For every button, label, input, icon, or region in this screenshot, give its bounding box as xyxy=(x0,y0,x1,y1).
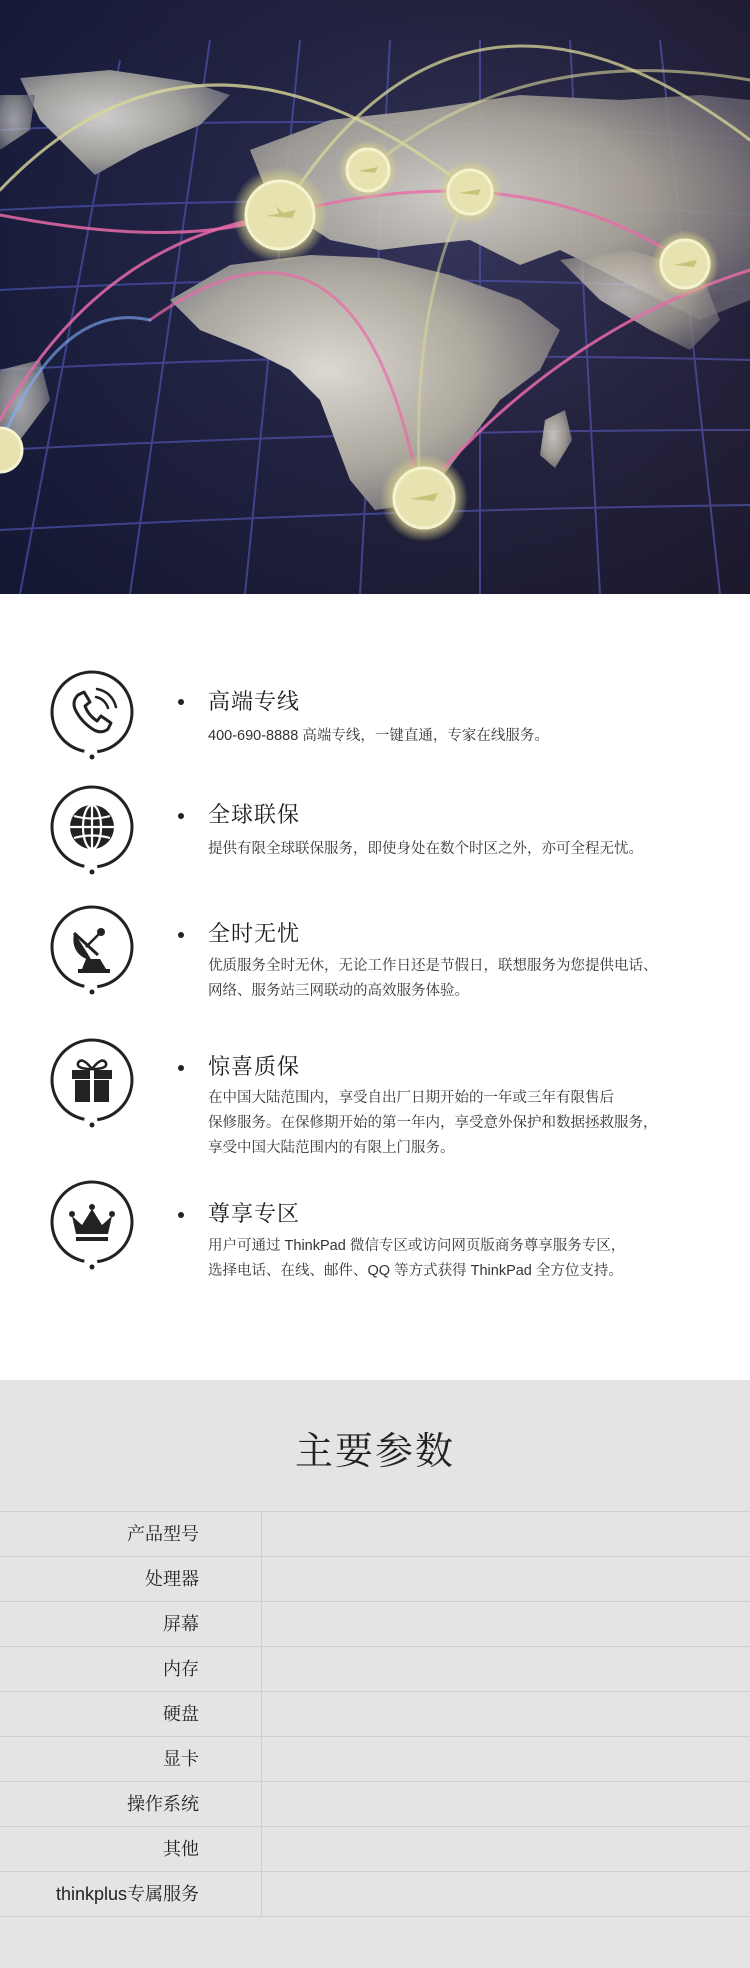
spec-section xyxy=(0,1380,750,1968)
feature-description: 优质服务全时无休，无论工作日还是节假日，联想服务为您提供电话、 网络、服务站三网联动的高效服务体验。 xyxy=(208,958,658,999)
feature-title: 惊喜质保 xyxy=(208,1054,301,1079)
feature-description: 提供有限全球联保服务，即使身处在数个时区之外，亦可全程无忧。 xyxy=(208,841,643,857)
phone-icon xyxy=(48,668,136,760)
table-row xyxy=(0,1872,750,1917)
section-title: 主要参数 xyxy=(294,1431,455,1473)
table-row xyxy=(0,1512,750,1557)
crown-icon xyxy=(48,1178,136,1270)
feature-description: 400-690-8888 高端专线，一键直通，专家在线服务。 xyxy=(208,728,549,744)
table-row xyxy=(0,1602,750,1647)
gift-icon xyxy=(48,1036,136,1128)
spec-label: 显卡 xyxy=(0,1737,262,1781)
feature-bullet xyxy=(178,813,184,819)
spec-value xyxy=(263,1737,750,1781)
spec-label: 其他 xyxy=(0,1827,262,1871)
world-map-illustration xyxy=(0,0,750,594)
feature-title: 高端专线 xyxy=(208,689,301,714)
spec-value xyxy=(263,1602,750,1646)
spec-value xyxy=(263,1557,750,1601)
feature-bullet xyxy=(178,1212,184,1218)
table-row xyxy=(0,1737,750,1782)
spec-label: thinkplus专属服务 xyxy=(0,1872,262,1916)
globe-icon xyxy=(48,783,136,875)
feature-title: 全时无忧 xyxy=(208,921,301,946)
spec-value xyxy=(263,1827,750,1871)
service-features xyxy=(0,594,750,1380)
table-row xyxy=(0,1782,750,1827)
spec-label: 内存 xyxy=(0,1647,262,1691)
feature-surprise-warranty xyxy=(0,1036,750,1176)
spec-label: 硬盘 xyxy=(0,1692,262,1736)
feature-exclusive-zone xyxy=(0,1178,750,1308)
feature-global-warranty xyxy=(0,783,750,879)
feature-bullet xyxy=(178,1065,184,1071)
table-row xyxy=(0,1647,750,1692)
table-row xyxy=(0,1557,750,1602)
spec-label: 产品型号 xyxy=(0,1512,262,1556)
spec-value xyxy=(263,1692,750,1736)
hero-banner xyxy=(0,0,750,594)
feature-description: 用户可通过 ThinkPad 微信专区或访问网页版商务尊享服务专区， 选择电话、在线、邮件、QQ 等方式获得 ThinkPad 全方位支持。 xyxy=(208,1238,626,1279)
spec-value xyxy=(263,1512,750,1556)
feature-description: 在中国大陆范围内，享受自出厂日期开始的一年或三年有限售后 保修服务。在保修期开始的第一年内，享受意外保护和数据拯救服务， 享受中国大陆范围内的有限上门服务。 xyxy=(208,1090,658,1156)
spec-value xyxy=(263,1782,750,1826)
spec-table xyxy=(0,1511,750,1917)
spec-label: 操作系统 xyxy=(0,1782,262,1826)
spec-value xyxy=(263,1872,750,1916)
table-row xyxy=(0,1692,750,1737)
table-row xyxy=(0,1827,750,1872)
feature-hotline xyxy=(0,668,750,764)
feature-bullet xyxy=(178,699,184,705)
feature-all-time-service xyxy=(0,903,750,1013)
feature-title: 全球联保 xyxy=(208,802,301,827)
satellite-dish-icon xyxy=(48,903,136,995)
spec-label: 屏幕 xyxy=(0,1602,262,1646)
spec-label: 处理器 xyxy=(0,1557,262,1601)
feature-bullet xyxy=(178,932,184,938)
spec-value xyxy=(263,1647,750,1691)
feature-title: 尊享专区 xyxy=(208,1201,301,1226)
